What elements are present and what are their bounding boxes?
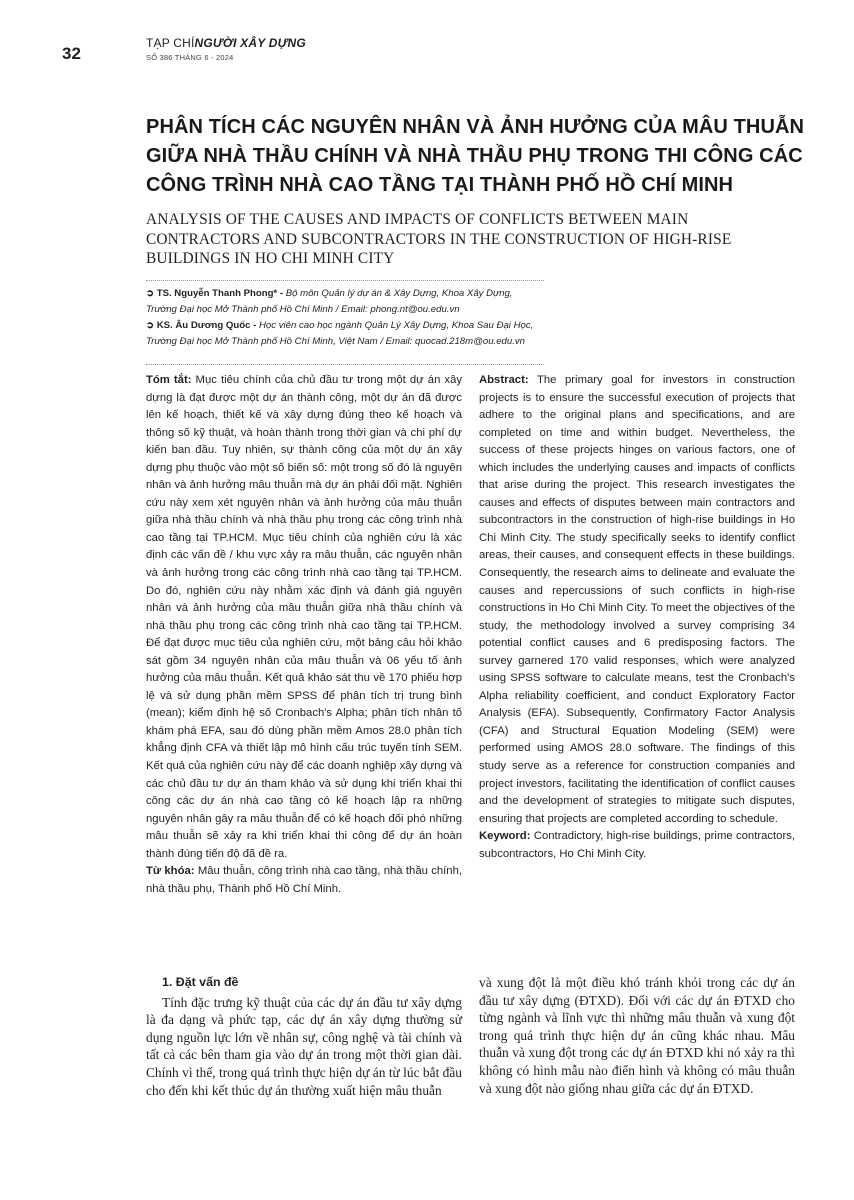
abstract-vi-text: Mục tiêu chính của chủ đầu tư trong một dự án xây dựng là đạt được một dự án thành công, một dự án đã được lên kế hoạch, thiết kế và xây dựng đúng theo kế hoạch và thông số kỹ thuật, và hoàn thành trong thời gian và chi phí dự kiến ban đầu. Tuy nhiên, sự thành công của một dự án xây dựng phụ thuộc vào một số biến số: một trong số đó là nguyên nhân và ảnh hưởng mâu thuẫn mà dự án phải đối mặt. Nghiên cứu này xem xét nguyên nhân và ảnh hưởng của mâu thuẫn giữa nhà thầu chính và nhà thầu phụ trong các công trình nhà cao tầng tại TP.HCM. Mục tiêu chính của nghiên cứu là xác định các vấn đề / khu vực xảy ra mâu thuẫn, các nguyên nhân và ảnh hưởng trong các công trình nhà cao tầng tại TP.HCM. Do đó, nghiên cứu này nhằm xác định và đánh giá nguyên nhân và ảnh hưởng của mâu thuẫn giữa nhà thầu chính và nhà thầu phụ trong các công trình nhà cao tầng tại TP.HCM. Để đạt được mục tiêu của nghiên cứu, một bảng câu hỏi khảo sát gồm 34 nguyên nhân của mâu thuẫn và 06 yếu tố ảnh hưởng của mâu thuẫn. Kết quả khảo sát thu về 170 phiếu hợp lệ và sử dụng phần mềm SPSS để phân tích trị trung bình (mean); kiểm định hệ số Cronbach's Alpha; phân tích nhân tố khám phá EFA, sau đó dùng phần mềm Amos 28.0 phân tích khẳng định CFA và thiết lập mô hình cấu trúc tuyến tính SEM. Kết quả của nghiên cứu này để các doanh nghiệp xây dựng và các chủ đầu tư dự án tham khảo và sử dụng khi triển khai thi công các dự án nhà cao tầng có kế hoạch lập ra những nguyên nhân gây ra mâu thuẫn để có kế hoạch đối phó những mâu thuẫn sẽ xảy ra khi triển khai thi công để dự án hoàn thành đúng tiến độ đã đề ra. [146, 374, 462, 860]
author-name: TS. Nguyễn Thanh Phong* - [156, 288, 284, 299]
body-paragraph: và xung đột là một điều khó tránh khỏi trong các dự án đầu tư xây dựng (ĐTXD). Đối với các dự án ĐTXD cho từng ngành và lĩnh vực thì những mâu thuẫn và xung đột trong quá trình thực hiện dự án cũng khác nhau. Mâu thuẫn và xung đột trong các dự án ĐTXD khi nó xảy ra thì không có hình mẫu nào điển hình và không có mâu thuẫn và xung đột nào giống nhau giữa các dự án ĐTXD. [479, 975, 795, 1096]
divider-bottom [146, 364, 544, 365]
keywords-en-label: Keyword: [479, 830, 531, 843]
author-name: KS. Âu Dương Quốc - [156, 320, 257, 331]
keywords-vi-paragraph [146, 863, 462, 898]
body-column-right [479, 974, 795, 1097]
keywords-vi-label: Từ khóa: [146, 865, 195, 878]
abstract-en-paragraph [479, 372, 795, 828]
journal-name: NGƯỜI XÂY DỰNG [194, 36, 306, 50]
arrow-icon: ➲ [146, 288, 155, 299]
keywords-en-text: Contradictory, high-rise buildings, prime contractors, subcontractors, Ho Chi Minh City. [479, 830, 795, 860]
title-vietnamese: PHÂN TÍCH CÁC NGUYÊN NHÂN VÀ ẢNH HƯỞNG CỦA MÂU THUẪN GIỮA NHÀ THẦU CHÍNH VÀ NHÀ THẦU PHỤ TRONG THI CÔNG CÁC CÔNG TRÌNH NHÀ CAO TẦNG TẠI THÀNH PHỐ HỒ CHÍ MINH [146, 116, 805, 196]
keywords-en-paragraph [479, 828, 795, 863]
author-affiliation: Học viên cao học ngành Quản Lý Xây Dựng, Khoa Sau Đại Học, Trường Đại học Mở Thành phố Hồ Chí Minh, Việt Nam / Email: quocad.218m@ou.edu.vn [146, 320, 534, 347]
abstract-english [479, 372, 795, 863]
author-affiliation: Bộ môn Quản lý dự án & Xây Dựng, Khoa Xây Dựng, Trường Đại học Mở Thành phố Hồ Chí Minh / Email: phong.nt@ou.edu.vn [146, 288, 513, 315]
journal-prefix: TẠP CHÍ [146, 36, 195, 50]
author-1 [146, 286, 546, 318]
body-column-left [146, 974, 462, 1099]
abstract-en-label: Abstract: [479, 374, 529, 386]
journal-header [146, 36, 306, 62]
journal-issue: SỐ 386 THÁNG 6 - 2024 [146, 53, 234, 62]
keywords-vi-text: Mâu thuẫn, công trình nhà cao tầng, nhà thầu chính, nhà thầu phụ, Thành phố Hồ Chí Minh. [146, 865, 462, 895]
abstract-en-text: The primary goal for investors in construction projects is to ensure the successful execution of projects that adhere to the original plans and specifications, and are completed on time and within budget. Nevertheless, the success of these projects hinges on various factors, one of which includes the underlying causes and impacts of conflicts that arise during the project. This research investigates the causes and effects of disputes between main contractors and subcontractors in the construction of high-rise buildings in Ho Chi Minh City. The study specifically seeks to identify conflict areas, their causes, and consequent effects in these buildings. Consequently, the research aims to delineate and evaluate the causes and repercussions of such conflicts in high-rise constructions in Ho Chi Minh City. To meet the objectives of the study, the methodology involved a survey comprising 34 potential conflict causes and 6 predisposing factors. The survey garnered 170 valid responses, which were analyzed using SPSS software to calculate means, test the Cronbach's Alpha reliability coefficient, and conduct Exploratory Factor Analysis (EFA). Subsequently, Confirmatory Factor Analysis (CFA) and Structural Equation Modeling (SEM) were performed using AMOS 28.0 software. The findings of this study serve as a reference for construction companies and project investors, facilitating the identification of conflict causes and the development of strategies to mitigate such disputes, ensuring that projects are completed according to schedule. [479, 374, 795, 825]
body-paragraph: Tính đặc trưng kỹ thuật của các dự án đầu tư xây dựng là đa dạng và phức tạp, các dự án xây dựng thường sử dụng nguồn lực lớn về nhân sự, công nghệ và tài chính và tất cả các bên tham gia vào dự án trong một thời gian dài. Chính vì thế, trong quá trình thực hiện dự án từ lúc bắt đầu cho đến khi kết thúc dự án thường xuất hiện mâu thuẫn [146, 994, 462, 1098]
journal-title [146, 36, 306, 50]
authors-block [146, 286, 546, 350]
section-heading: 1. Đặt vấn đề [162, 975, 239, 989]
title-english: ANALYSIS OF THE CAUSES AND IMPACTS OF CONFLICTS BETWEEN MAIN CONTRACTORS AND SUBCONTRACTORS IN THE CONSTRUCTION OF HIGH-RISE BUILDINGS IN HO CHI MINH CITY [146, 211, 732, 267]
author-2 [146, 318, 546, 350]
arrow-icon: ➲ [146, 320, 155, 331]
page-number: 32 [62, 44, 81, 63]
abstract-vietnamese [146, 372, 462, 898]
abstract-vi-paragraph [146, 372, 462, 863]
abstract-vi-label: Tóm tắt: [146, 374, 192, 386]
divider-top [146, 280, 544, 281]
